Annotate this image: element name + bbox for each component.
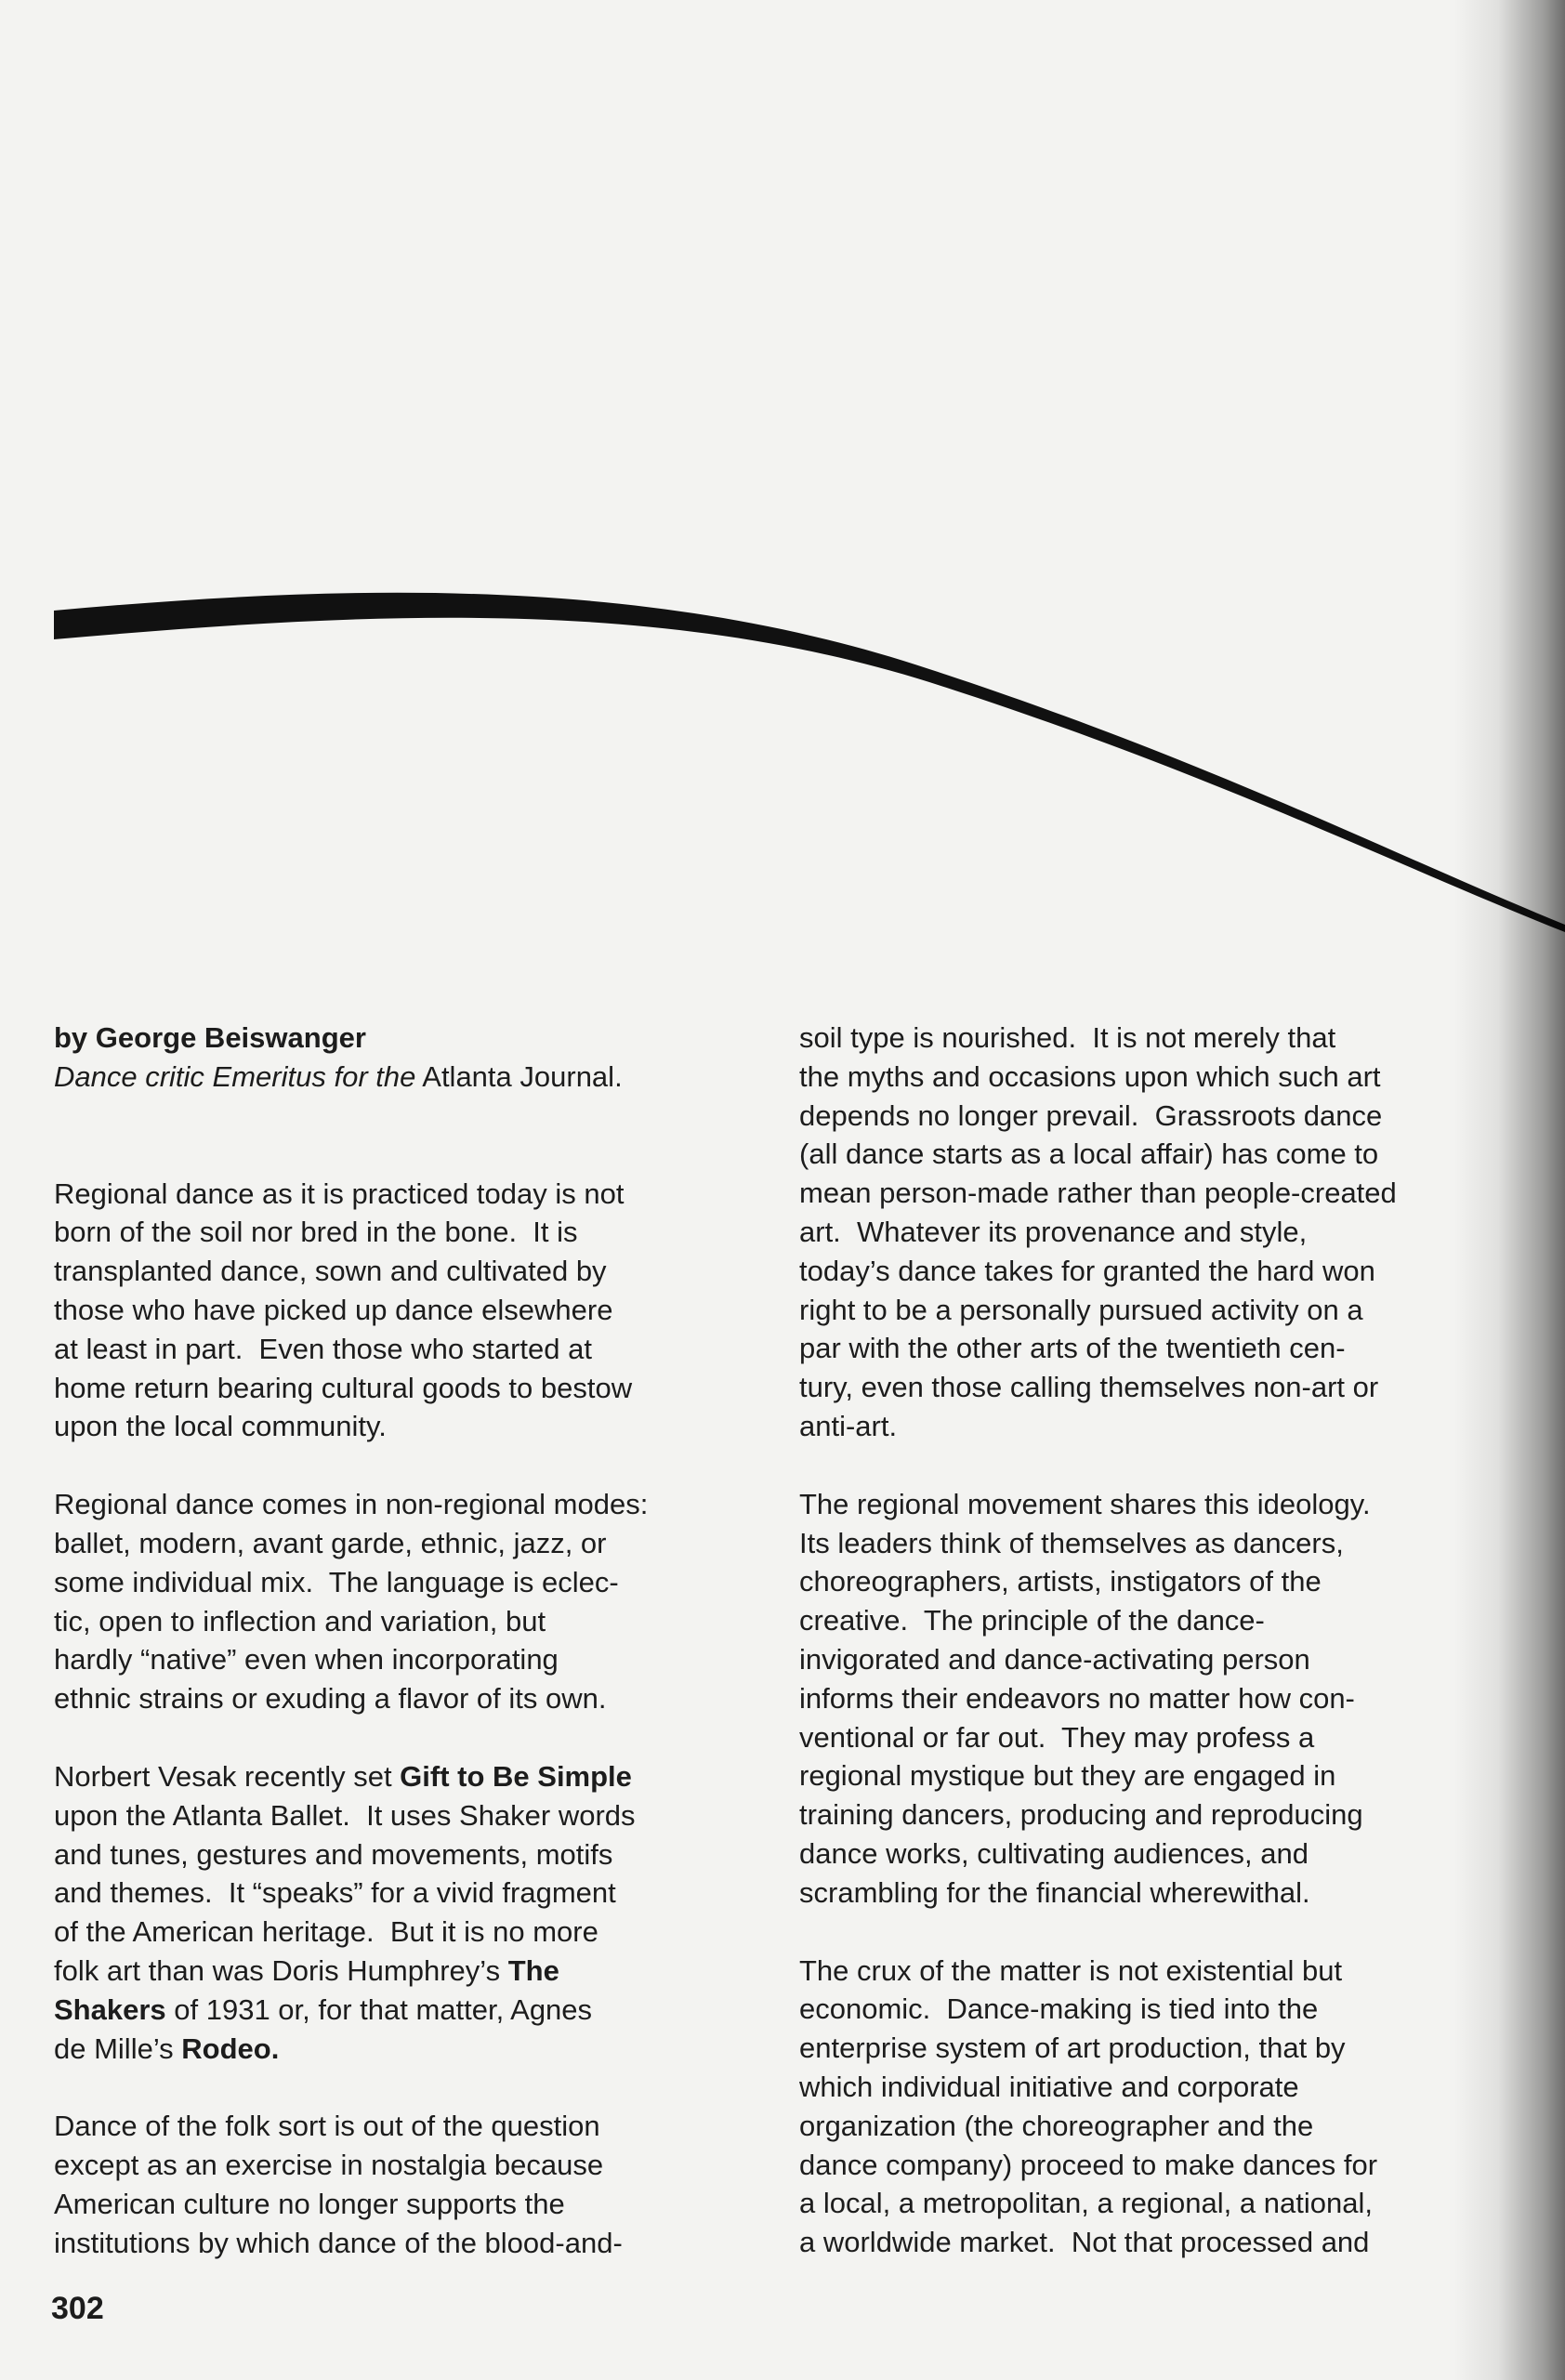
- text-line: transplanted dance, sown and cultivated by: [54, 1255, 607, 1288]
- text-line: [54, 2030, 788, 2069]
- title-gift-to-be-simple: Gift to Be Simple: [400, 1759, 632, 1793]
- text-line: dance company) proceed to make dances for: [799, 2148, 1378, 2181]
- binding-shadow: [1453, 0, 1565, 2380]
- byline-publication: Atlanta Journal.: [422, 1059, 623, 1093]
- text-line: Its leaders think of themselves as dancers,: [799, 1526, 1344, 1559]
- text-line: dance works, cultivating audiences, and: [799, 1836, 1309, 1870]
- text-line: upon the local community.: [54, 1410, 387, 1443]
- text-line: depends no longer prevail. Grassroots dance: [799, 1098, 1383, 1132]
- text-line: enterprise system of art production, that by: [799, 2032, 1346, 2065]
- text-line: invigorated and dance-activating person: [799, 1642, 1310, 1676]
- text-line: creative. The principle of the dance-: [799, 1604, 1265, 1637]
- text-run: de Mille’s: [54, 2032, 182, 2065]
- byline-role: [54, 1058, 788, 1097]
- text-line: at least in part. Even those who started at: [54, 1332, 592, 1365]
- paragraph-2: [54, 1485, 788, 1718]
- decorative-swoosh: [0, 0, 1565, 939]
- text-line: upon the Atlanta Ballet. It uses Shaker words: [54, 1798, 636, 1832]
- text-line: ethnic strains or exuding a flavor of its own.: [54, 1682, 607, 1716]
- paragraph-1: [54, 1175, 788, 1447]
- text-line: art. Whatever its provenance and style,: [799, 1215, 1308, 1248]
- text-line: the myths and occasions upon which such art: [799, 1059, 1381, 1093]
- text-line: right to be a personally pursued activity on a: [799, 1293, 1363, 1326]
- title-the-shakers-part2: Shakers: [54, 1992, 166, 2026]
- text-line: training dancers, producing and reproducing: [799, 1798, 1363, 1832]
- text-line: which individual initiative and corporate: [799, 2070, 1299, 2103]
- byline-author: by George Beiswanger: [54, 1021, 366, 1054]
- text-line: par with the other arts of the twentieth cen-: [799, 1332, 1346, 1365]
- paragraph-3: [54, 1757, 788, 2068]
- text-line: Regional dance as it is practiced today is not: [54, 1177, 625, 1210]
- text-line: organization (the choreographer and the: [799, 2109, 1314, 2142]
- text-line: [54, 1757, 788, 1796]
- byline-role-text: Dance critic Emeritus for the: [54, 1059, 416, 1093]
- text-line: born of the soil nor bred in the bone. It is: [54, 1216, 578, 1249]
- text-line: choreographers, artists, instigators of the: [799, 1565, 1322, 1598]
- text-line: (all dance starts as a local affair) has come to: [799, 1137, 1379, 1171]
- text-line: some individual mix. The language is eclec-: [54, 1565, 619, 1598]
- title-the-shakers-part1: The: [507, 1953, 559, 1987]
- text-run: Norbert Vesak recently set: [54, 1759, 401, 1793]
- text-line: a worldwide market. Not that processed and: [799, 2226, 1370, 2259]
- text-line: ballet, modern, avant garde, ethnic, jazz, or: [54, 1526, 607, 1559]
- text-line: home return bearing cultural goods to bestow: [54, 1371, 633, 1404]
- text-line: anti-art.: [799, 1409, 898, 1442]
- right-column: [799, 1019, 1533, 2262]
- text-line: and tunes, gestures and movements, motifs: [54, 1837, 613, 1871]
- text-line: informs their endeavors no matter how con-: [799, 1681, 1355, 1715]
- paragraph-5: [799, 1019, 1533, 1446]
- text-line: of the American heritage. But it is no more: [54, 1915, 598, 1949]
- text-line: [54, 1991, 788, 2030]
- text-line: Regional dance comes in non-regional modes:: [54, 1488, 649, 1521]
- paragraph-7: [799, 1952, 1533, 2262]
- text-line: economic. Dance-making is tied into the: [799, 1992, 1319, 2026]
- text-line: The crux of the matter is not existential but: [799, 1953, 1343, 1987]
- text-run: folk art than was Doris Humphrey’s: [54, 1953, 508, 1987]
- left-column: [54, 1019, 788, 2263]
- text-line: regional mystique but they are engaged in: [799, 1759, 1336, 1793]
- text-line: tury, even those calling themselves non-art or: [799, 1371, 1379, 1404]
- text-line: [54, 1952, 788, 1991]
- text-line: those who have picked up dance elsewhere: [54, 1293, 613, 1326]
- text-line: mean person-made rather than people-created: [799, 1177, 1397, 1210]
- page-number: 302: [51, 2291, 104, 2326]
- text-line: institutions by which dance of the blood-and-: [54, 2226, 623, 2259]
- paragraph-6: [799, 1485, 1533, 1913]
- text-line: except as an exercise in nostalgia because: [54, 2149, 604, 2182]
- text-line: scrambling for the financial wherewithal.: [799, 1875, 1310, 1909]
- text-line: tic, open to inflection and variation, but: [54, 1604, 546, 1637]
- text-line: hardly “native” even when incorporating: [54, 1643, 559, 1677]
- text-line: and themes. It “speaks” for a vivid fragment: [54, 1876, 616, 1910]
- paragraph-4: [54, 2107, 788, 2262]
- text-line: The regional movement shares this ideology.: [799, 1487, 1371, 1520]
- text-line: ventional or far out. They may profess a: [799, 1720, 1315, 1754]
- text-line: soil type is nourished. It is not merely that: [799, 1021, 1336, 1054]
- text-run: of 1931 or, for that matter, Agnes: [165, 1992, 593, 2026]
- text-line: American culture no longer supports the: [54, 2187, 565, 2220]
- text-line: a local, a metropolitan, a regional, a national,: [799, 2187, 1373, 2220]
- title-rodeo: Rodeo.: [181, 2032, 280, 2065]
- text-line: Dance of the folk sort is out of the question: [54, 2110, 600, 2143]
- text-line: today’s dance takes for granted the hard won: [799, 1254, 1375, 1287]
